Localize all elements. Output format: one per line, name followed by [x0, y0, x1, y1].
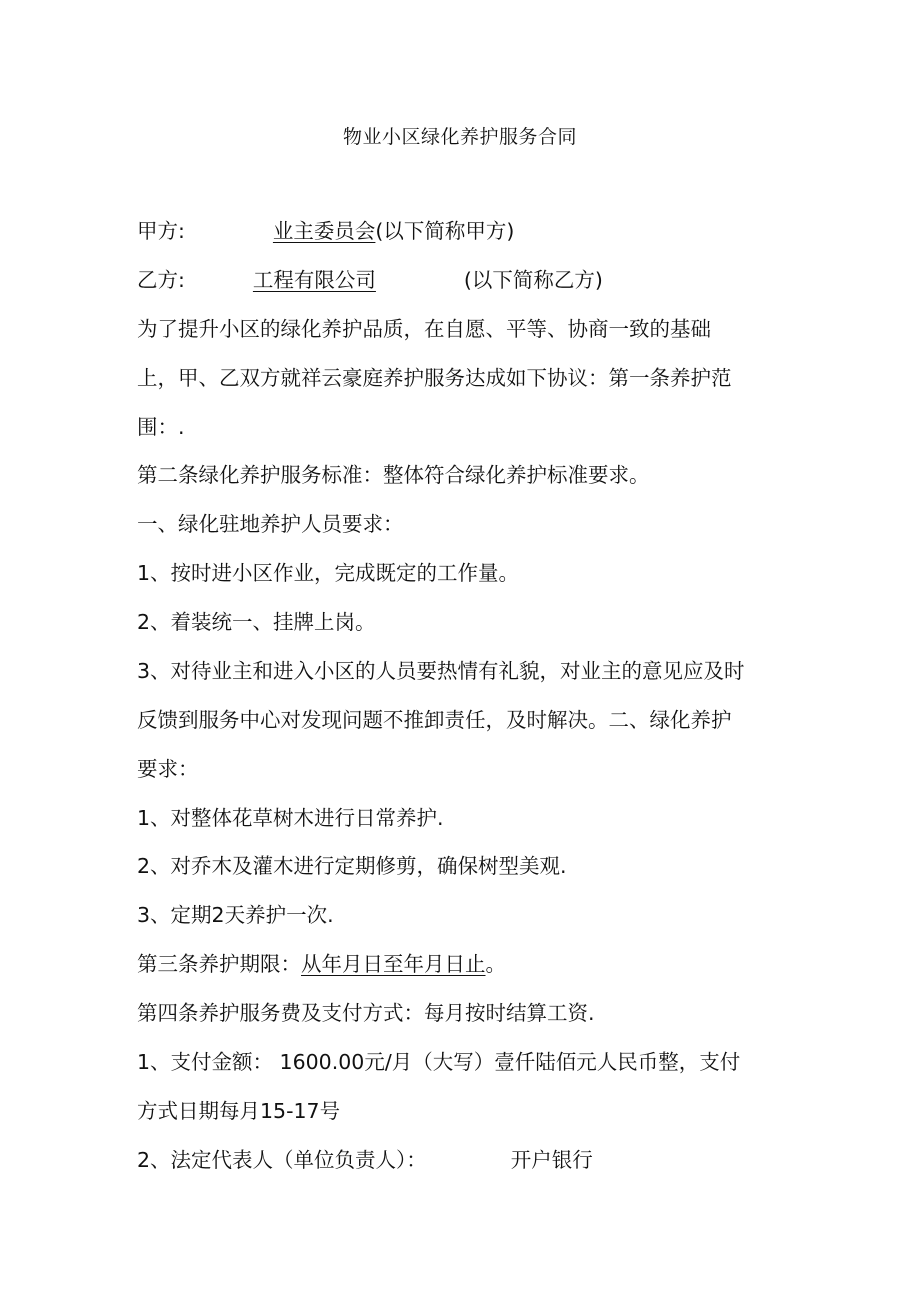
party-b-note: (以下简称乙方): [463, 268, 603, 292]
payment-line-2: 方式日期每月15-17号: [137, 1099, 341, 1123]
party-a-label: 甲方:: [137, 219, 185, 243]
section-2-item-1: 1、对整体花草树木进行日常养护.: [137, 806, 444, 830]
section-1-heading: 一、绿化驻地养护人员要求：: [137, 512, 404, 536]
party-a-note: (以下简称甲方): [375, 219, 515, 243]
intro-line-2: 上，甲、乙双方就祥云豪庭养护服务达成如下协议：第一条养护范: [137, 366, 732, 390]
bank-label: 开户银行: [510, 1148, 593, 1172]
section-2-item-2: 2、对乔木及灌木进行定期修剪，确保树型美观.: [137, 854, 567, 878]
representative-line: [137, 1146, 593, 1174]
intro-line-1: 为了提升小区的绿化养护品质，在自愿、平等、协商一致的基础: [137, 317, 711, 341]
representative-label: 2、法定代表人（单位负责人）：: [137, 1148, 427, 1172]
party-a-line: [137, 217, 514, 245]
section-1-item-2: 2、着装统一、挂牌上岗。: [137, 610, 376, 634]
article-3-label: 第三条养护期限：: [137, 952, 301, 976]
section-2-heading-cont: 要求：: [137, 757, 199, 781]
party-a-name: 业主委员会: [272, 219, 376, 243]
article-3-term: 从年月日至年月日止: [301, 952, 486, 976]
section-1-item-3-cont: 反馈到服务中心对发现问题不推卸责任，及时解决。二、绿化养护: [137, 708, 732, 732]
section-2-item-3: 3、定期2天养护一次.: [137, 903, 334, 927]
section-1-item-1: 1、按时进小区作业，完成既定的工作量。: [137, 561, 520, 585]
article-4: 第四条养护服务费及支付方式：每月按时结算工资.: [137, 1001, 595, 1025]
intro-line-3: 围：.: [137, 415, 185, 439]
article-3-suffix: 。: [485, 952, 506, 976]
section-1-item-3: 3、对待业主和进入小区的人员要热情有礼貌，对业主的意见应及时: [137, 659, 745, 683]
payment-line-1: 1、支付金额： 1600.00元/月（大写）壹仟陆佰元人民币整，支付: [137, 1050, 741, 1074]
party-b-name: 工程有限公司: [252, 268, 376, 292]
party-b-label: 乙方:: [137, 268, 185, 292]
article-2: 第二条绿化养护服务标准：整体符合绿化养护标准要求。: [137, 463, 650, 487]
document-title: 物业小区绿化养护服务合同: [342, 126, 577, 148]
article-3: [137, 950, 506, 978]
party-b-line: [137, 266, 603, 294]
